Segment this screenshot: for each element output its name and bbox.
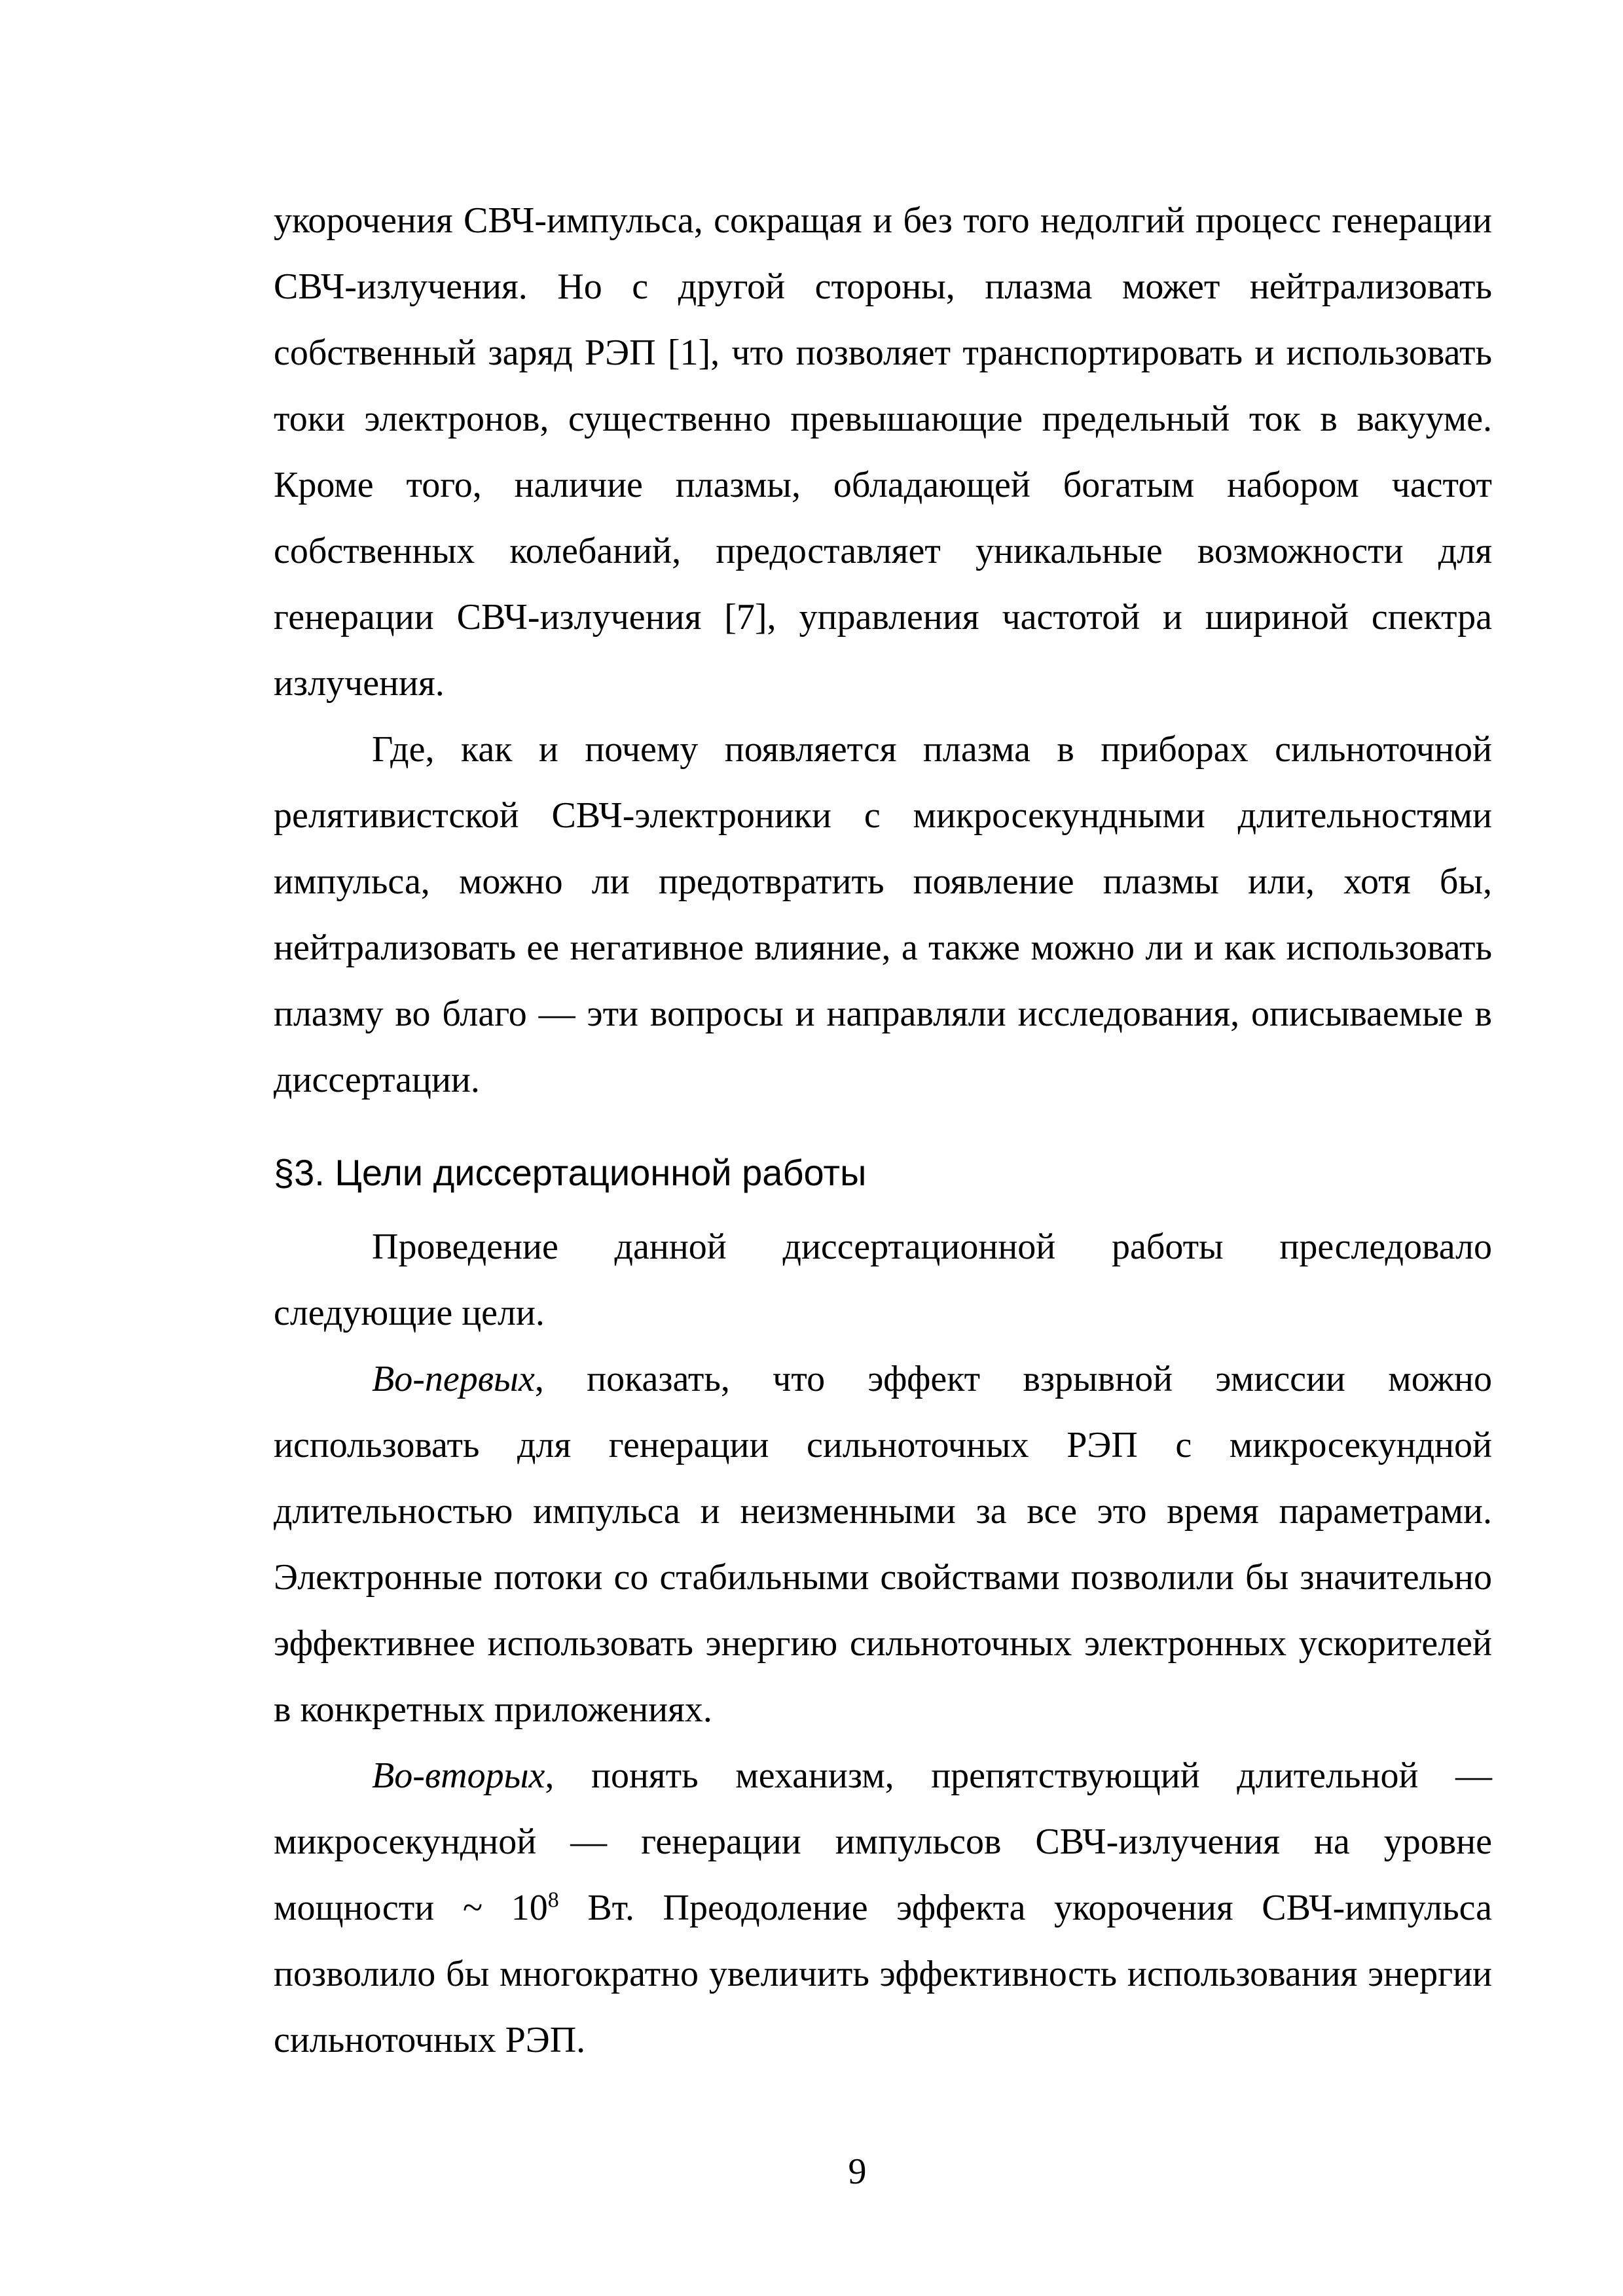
- goal-first-lead: Во-первых: [372, 1359, 535, 1399]
- goal-second-text-after: Вт. Преодоление эффекта укорочения СВЧ-импульса позволило бы многократно увеличить эффективность использования энергии сильноточных РЭП.: [274, 1888, 1493, 2060]
- page-number: 9: [848, 2151, 867, 2192]
- goal-first-text: , показать, что эффект взрывной эмиссии можно использовать для генерации сильноточных РЭП с микросекундной длительностью импульса и неизменными за все это время параметрами. Электронные потоки со стабильными свойствами позволили бы значительно эффективнее использовать энергию сильноточных электронных ускорителей в конкретных приложениях.: [274, 1359, 1492, 1730]
- paragraph-goal-first: [274, 1346, 1492, 1743]
- paragraph-goal-second: [274, 1743, 1492, 2073]
- power-base: ~ 10: [462, 1888, 548, 1928]
- paragraph-plasma-questions: Где, как и почему появляется плазма в приборах сильноточной релятивистской СВЧ-электроники с микросекундными длительностями импульса, можно ли предотвратить появление плазмы или, хотя бы, нейтрализовать ее негативное влияние, а также можно ли и как использовать плазму во благо — эти вопросы и направляли исследования, описываемые в диссертации.: [274, 729, 1492, 1100]
- section-heading: §3. Цели диссертационной работы: [274, 1152, 867, 1193]
- power-exponent: 8: [547, 1888, 559, 1912]
- paragraph-goals-intro: Проведение данной диссертационной работы преследовало следующие цели.: [274, 1227, 1492, 1333]
- page-content: [274, 188, 1492, 2073]
- goal-second-text-before: , понять механизм, препятствующий длительной — микросекундной — генерации импульсов СВЧ-излучения на уровне мощности: [274, 1755, 1492, 1928]
- goal-second-lead: Во-вторых: [372, 1755, 545, 1796]
- paragraph-continuation: укорочения СВЧ-импульса, сокращая и без того недолгий процесс генерации СВЧ-излучения. Но с другой стороны, плазма может нейтрализовать собственный заряд РЭП [1], что позволяет транспортировать и использовать токи электронов, существенно превышающие предельный ток в вакууме. Кроме того, наличие плазмы, обладающей богатым набором частот собственных колебаний, предоставляет уникальные возможности для генерации СВЧ-излучения [7], управления частотой и шириной спектра излучения.: [274, 200, 1492, 704]
